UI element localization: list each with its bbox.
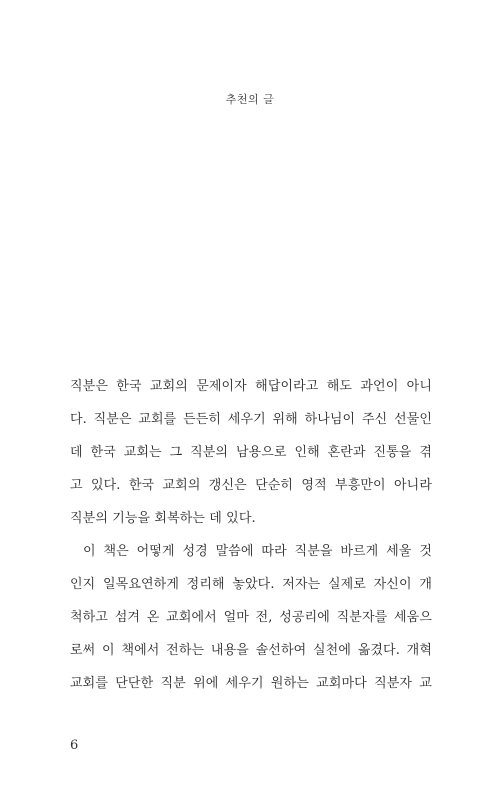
text-line: 이 책은 어떻게 성경 말씀에 따라 직분을 바르게 세울 것 xyxy=(83,544,432,559)
text-line: 인지 일목요연하게 정리해 놓았다. 저자는 실제로 자신이 개 xyxy=(70,577,432,592)
text-line: 교회를 단단한 직분 위에 세우기 원하는 교회마다 직분자 교 xyxy=(70,676,432,691)
text-line: 데 한국 교회는 그 직분의 남용으로 인해 혼란과 진통을 겪 xyxy=(70,445,432,460)
text-line: 직분은 한국 교회의 문제이자 해답이라고 해도 과언이 아니 xyxy=(70,379,432,394)
text-line: 로써 이 책에서 전하는 내용을 솔선하여 실천에 옮겼다. 개혁 xyxy=(70,643,432,658)
body-text xyxy=(70,370,432,700)
page-number: 6 xyxy=(70,738,79,753)
text-line: 직분의 기능을 회복하는 데 있다. xyxy=(70,511,256,526)
section-title: 추천의 글 xyxy=(225,93,275,106)
text-line: 고 있다. 한국 교회의 갱신은 단순히 영적 부흥만이 아니라 xyxy=(70,478,432,493)
text-line: 다. 직분은 교회를 든든히 세우기 위해 하나님이 주신 선물인 xyxy=(70,412,432,427)
text-line: 척하고 섬겨 온 교회에서 얼마 전, 성공리에 직분자를 세움으 xyxy=(70,610,432,625)
